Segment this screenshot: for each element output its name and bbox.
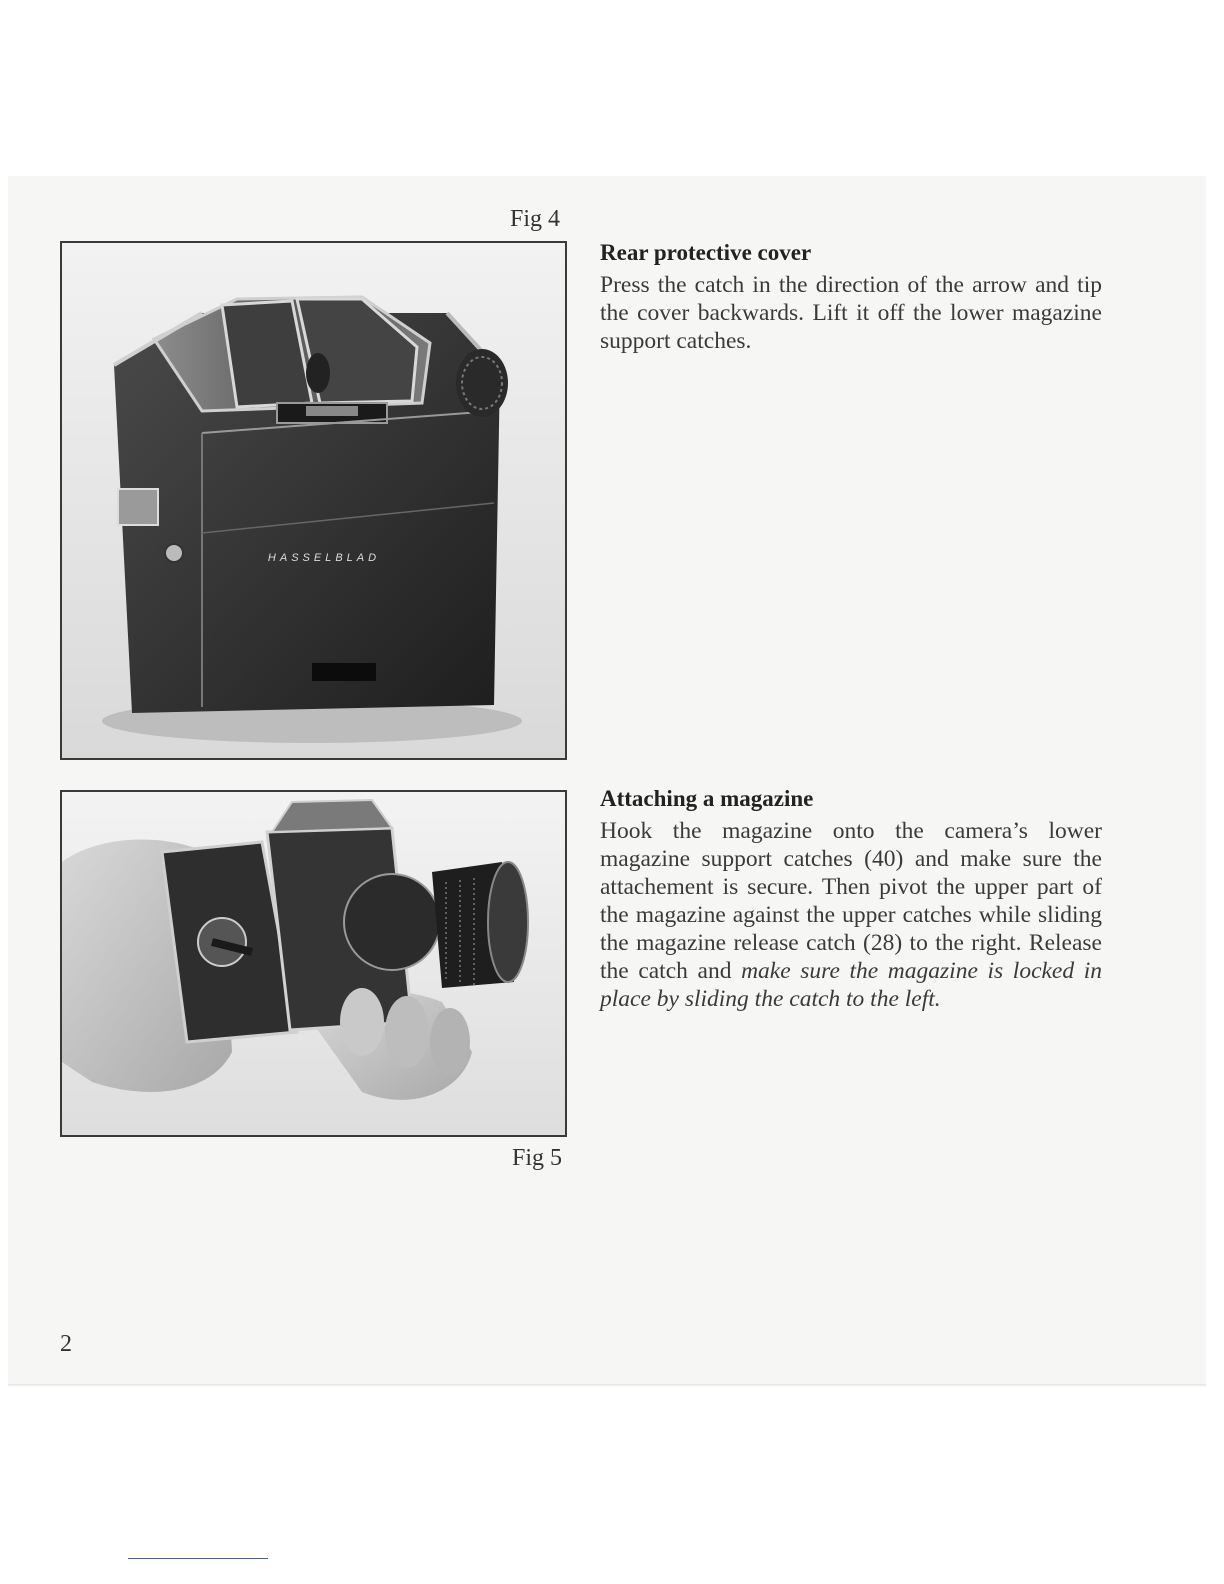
section-heading: Rear protective cover: [600, 240, 812, 265]
section-heading: Attaching a magazine: [600, 786, 814, 811]
section-body: Press the catch in the direction of the arrow and tip the cover backwards. Lift it off the lower magazine support catches.: [600, 272, 1102, 354]
page-edge: [8, 1384, 1206, 1387]
section-body: [600, 817, 1102, 1013]
camera-body-rear-illustration: [62, 243, 565, 758]
page-number: 2: [60, 1331, 72, 1357]
section-attaching-a-magazine: [600, 784, 1102, 1013]
fig-5-photo: [60, 790, 567, 1137]
brand-logo-text: HASSELBLAD: [267, 552, 381, 564]
fig-4-label: Fig 4: [510, 206, 561, 232]
hands-attaching-magazine-illustration: [62, 792, 565, 1135]
section-body-italic: make sure the magazine is locked in place by sliding the catch to the left.: [600, 958, 1103, 1012]
footer-rule: [128, 1558, 268, 1559]
section-body-regular: Hook the magazine onto the camera’s lower magazine support catches (40) and make sure the attachement is secure. Then pivot the upper part of the magazine against the upper catches while sliding the magazine release catch (28) to the right. Release the catch and: [600, 818, 1102, 984]
fig-4-photo: [60, 241, 567, 760]
section-rear-protective-cover: [600, 238, 1102, 355]
fig-5-label: Fig 5: [512, 1145, 563, 1171]
